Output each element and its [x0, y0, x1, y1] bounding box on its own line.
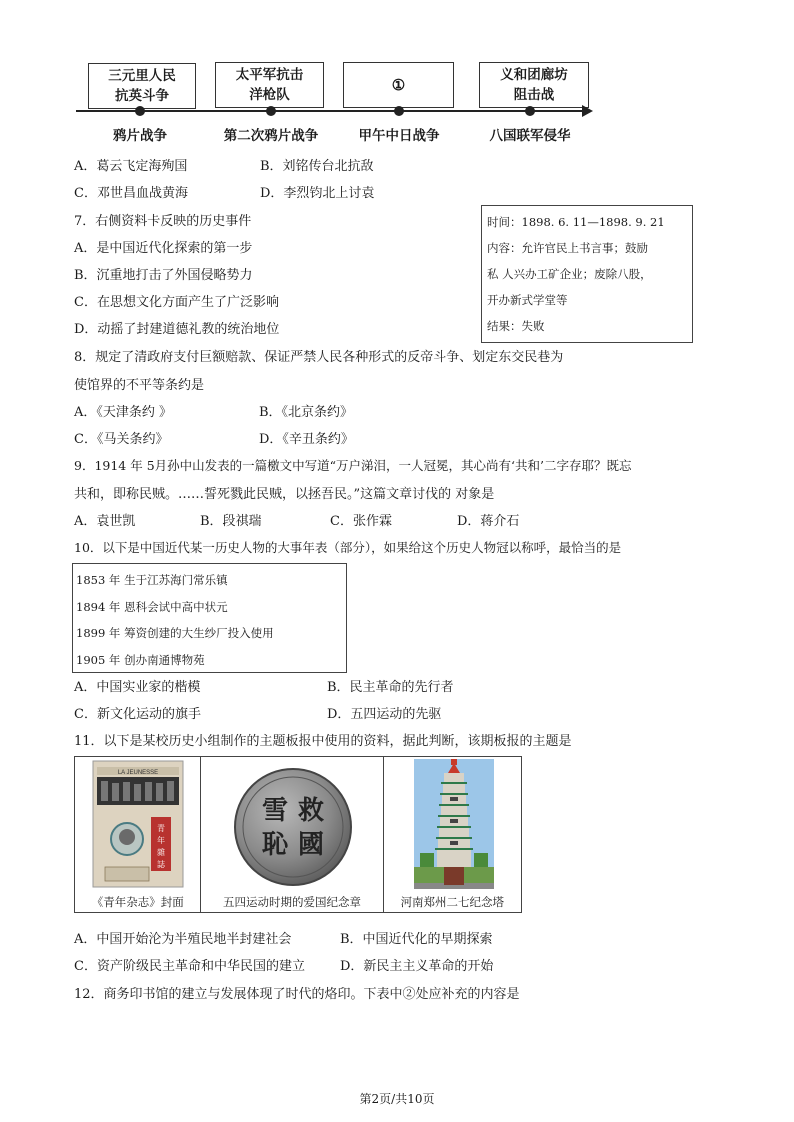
- q9-option-c[interactable]: C．张作霖: [330, 514, 392, 529]
- q9-option-b[interactable]: B．段祺瑞: [200, 514, 262, 529]
- badge-char: 恥: [262, 830, 289, 860]
- caption-magazine: 《青年杂志》封面: [91, 895, 184, 909]
- q6-option-a[interactable]: A．葛云飞定海殉国: [74, 159, 188, 174]
- timeline-box-2: 太平军抗击 洋枪队: [215, 62, 324, 108]
- q10-option-d[interactable]: D．五四运动的先驱: [327, 707, 442, 722]
- magazine-title-text: LA JEUNESSE: [117, 770, 159, 776]
- q10-option-b[interactable]: B．民主革命的先行者: [327, 680, 454, 695]
- q10-stem: 10．以下是中国近代某一历史人物的大事年表（部分），如果给这个历史人物冠以称呼，最恰当的是: [74, 540, 622, 555]
- q8-option-a[interactable]: A．《天津条约 》: [74, 405, 173, 420]
- magazine-side-char: 誌: [157, 860, 165, 869]
- info-card-content-cont: 私 人兴办工矿企业；废除八股，: [487, 267, 652, 281]
- magazine-side-char: 雜: [157, 848, 165, 857]
- q7-option-d[interactable]: D．动摇了封建道德礼教的统治地位: [74, 322, 280, 337]
- image-cell-tower: [384, 757, 521, 912]
- timeline-box-4: 义和团廊坊 阻击战: [479, 62, 589, 108]
- q11-option-d[interactable]: D．新民主主义革命的开始: [340, 959, 494, 974]
- timeline-arrow-icon: [582, 105, 593, 117]
- q8-option-b[interactable]: B．《北京条约》: [259, 405, 354, 420]
- q9-stem-line1: 9．1914 年 5月孙中山发表的一篇檄文中写道“万户涕泪，一人冠冕，其心尚有‘共和’二字存耶？既忘: [74, 458, 632, 473]
- page-number: 第2页/共10页: [359, 1092, 435, 1106]
- q7-option-c[interactable]: C．在思想文化方面产生了广泛影响: [74, 295, 279, 310]
- caption-tower: 河南郑州二七纪念塔: [400, 895, 505, 909]
- timeline-dot: [525, 106, 535, 116]
- info-card-content: 内容：允许官民上书言事；鼓励: [487, 241, 648, 255]
- q7-option-a[interactable]: A．是中国近代化探索的第一步: [74, 241, 253, 256]
- q8-option-d[interactable]: D．《辛丑条约》: [259, 432, 354, 447]
- timeline-dot: [394, 106, 404, 116]
- q10-option-a[interactable]: A．中国实业家的楷模: [74, 680, 201, 695]
- chronology-row: 1894 年 恩科会试中高中状元: [76, 599, 228, 614]
- q8-stem-line2: 使馆界的不平等条约是: [74, 378, 205, 393]
- erqi-memorial-tower-image: [384, 757, 522, 914]
- q12-stem: 12．商务印书馆的建立与发展体现了时代的烙印。下表中②处应补充的内容是: [74, 987, 520, 1002]
- timeline-box-3: ①: [343, 62, 454, 108]
- q8-stem-line1: 8．规定了清政府支付巨额赔款、保证严禁人民各种形式的反帝斗争、划定东交民巷为: [74, 350, 564, 365]
- q7-stem: 7．右侧资料卡反映的历史事件: [74, 214, 252, 229]
- q9-option-d[interactable]: D．蒋介石: [457, 514, 520, 529]
- q6-option-c[interactable]: C．邓世昌血战黄海: [74, 186, 188, 201]
- image-cell-magazine: [75, 757, 201, 912]
- timeline-box-1: 三元里人民 抗英斗争: [88, 63, 196, 109]
- q11-option-a[interactable]: A．中国开始沦为半殖民地半封建社会: [74, 932, 292, 947]
- timeline-label: 鸦片战争: [113, 128, 167, 144]
- badge-char: 國: [298, 830, 325, 860]
- q11-option-c[interactable]: C．资产阶级民主革命和中华民国的建立: [74, 959, 305, 974]
- caption-badge: 五四运动时期的爱国纪念章: [223, 895, 362, 909]
- timeline-axis: [76, 110, 586, 112]
- q11-option-b[interactable]: B．中国近代化的早期探索: [340, 932, 493, 947]
- q7-option-b[interactable]: B．沉重地打击了外国侵略势力: [74, 268, 253, 283]
- timeline-label: 八国联军侵华: [489, 128, 571, 144]
- patriotic-badge-image: [201, 757, 384, 914]
- magazine-cover-image: [75, 757, 202, 914]
- info-card-time: 时间：1898. 6. 11—1898. 9. 21: [487, 215, 665, 229]
- chronology-row: 1905 年 创办南通博物苑: [76, 652, 205, 667]
- q11-image-table: [74, 756, 522, 913]
- info-card-result: 结果：失败: [487, 319, 545, 333]
- timeline-label: 甲午中日战争: [358, 128, 440, 144]
- q8-option-c[interactable]: C．《马关条约》: [74, 432, 169, 447]
- timeline-dot: [135, 106, 145, 116]
- badge-char: 救: [298, 796, 325, 826]
- info-card-content-cont: 开办新式学堂等: [487, 293, 568, 307]
- image-cell-badge: [201, 757, 383, 912]
- q6-option-d[interactable]: D．李烈钧北上讨袁: [260, 186, 375, 201]
- q9-option-a[interactable]: A．袁世凯: [74, 514, 136, 529]
- q9-stem-line2: 共和，即称民贼。……誓死戮此民贼，以拯吾民。”这篇文章讨伐的 对象是: [74, 487, 495, 502]
- timeline-label: 第二次鸦片战争: [223, 128, 319, 144]
- badge-char: 雪: [262, 796, 289, 826]
- q10-chronology-table: [72, 563, 347, 673]
- chronology-row: 1853 年 生于江苏海门常乐镇: [76, 573, 228, 587]
- chronology-row: 1899 年 筹资创建的大生纱厂投入使用: [76, 626, 274, 640]
- magazine-side-char: 青: [157, 824, 165, 833]
- q6-option-b[interactable]: B．刘铭传台北抗敌: [260, 159, 374, 174]
- q10-option-c[interactable]: C．新文化运动的旗手: [74, 707, 201, 722]
- magazine-side-char: 年: [157, 836, 165, 845]
- timeline-dot: [266, 106, 276, 116]
- q11-stem: 11．以下是某校历史小组制作的主题板报中使用的资料，据此判断，该期板报的主题是: [74, 734, 572, 749]
- q7-info-card: [481, 205, 693, 343]
